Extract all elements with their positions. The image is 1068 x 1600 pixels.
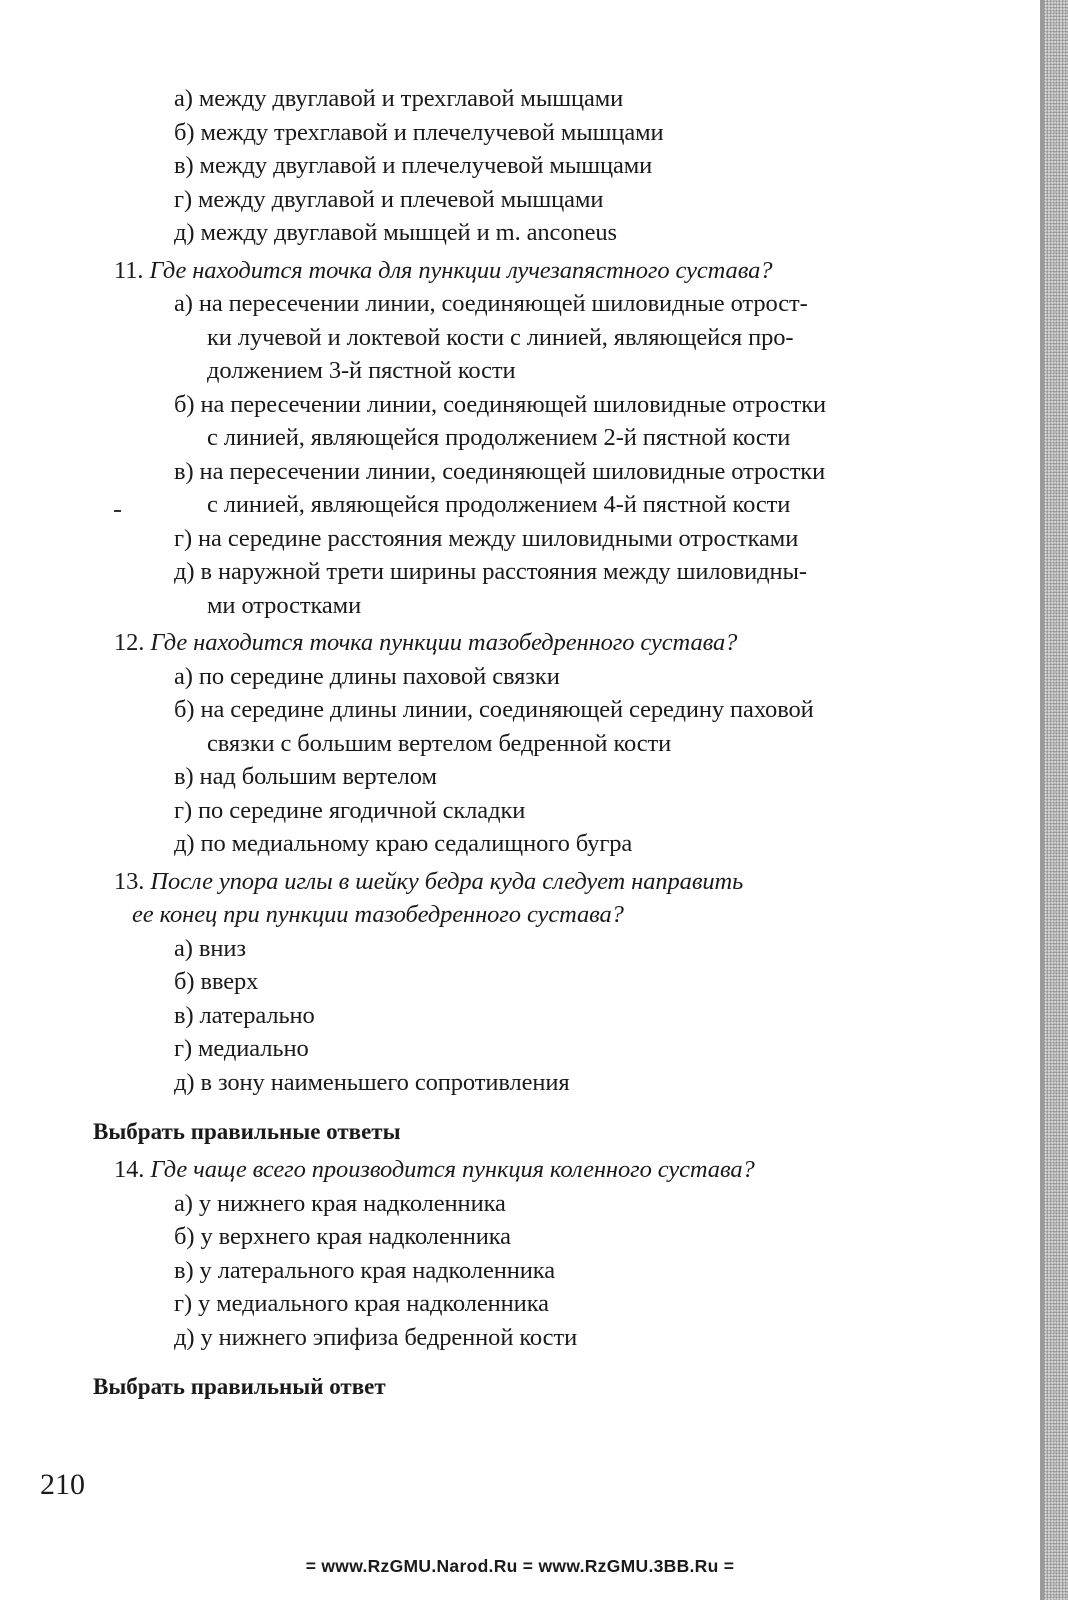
q14-number: 14. <box>114 1156 145 1183</box>
q13-option-c: в) латерально <box>174 1001 315 1029</box>
q12-option-e: д) по медиальному краю седалищного бугра <box>174 830 633 857</box>
q10-options <box>0 82 1040 250</box>
q12-text: Где находится точка пункции тазобедренного сустава? <box>150 629 738 656</box>
q11-option-a-cont2: должением 3-й пястной кости <box>207 357 516 384</box>
q11-option-a: а) на пересечении линии, соединяющей шиловидные отрост- <box>174 290 808 317</box>
q11-option-b-cont: с линией, являющейся продолжением 2-й пястной кости <box>207 424 791 451</box>
q14-option-c: в) у латерального края надколенника <box>174 1256 555 1284</box>
q11-number: 11. <box>114 256 144 284</box>
section-heading-multiple: Выбрать правильные ответы <box>93 1119 401 1144</box>
q11-option-d: г) на середине расстояния между шиловидными отростками <box>174 524 799 552</box>
scan-edge-texture <box>1040 0 1068 1600</box>
q12-option-d: г) по середине ягодичной складки <box>174 796 526 824</box>
q10-option-c: в) между двуглавой и плечелучевой мышцами <box>174 152 653 179</box>
q13-option-d: г) медиально <box>174 1035 309 1062</box>
q13-option-a: а) вниз <box>174 934 246 962</box>
q10-option-e: д) между двуглавой мышцей и m. anconeus <box>174 219 617 246</box>
q10-option-d: г) между двуглавой и плечевой мышцами <box>174 185 604 213</box>
q12-number: 12. <box>114 629 145 656</box>
q11-option-a-cont1: ки лучевой и локтевой кости с линией, являющейся про- <box>207 323 794 351</box>
section-heading-single: Выбрать правильный ответ <box>93 1374 386 1399</box>
q11-option-b: б) на пересечении линии, соединяющей шиловидные отростки <box>174 390 827 418</box>
q11-text: Где находится точка для пункции лучезапястного сустава? <box>149 256 773 284</box>
q11-option-e-cont: ми отростками <box>207 591 362 619</box>
q10-option-b: б) между трехглавой и плечелучевой мышцами <box>174 118 664 146</box>
q12-option-a: а) по середине длины паховой связки <box>174 662 560 690</box>
q14-option-b: б) у верхнего края надколенника <box>174 1223 511 1250</box>
q13-option-e: д) в зону наименьшего сопротивления <box>174 1068 570 1096</box>
q14-option-e: д) у нижнего эпифиза бедренной кости <box>174 1323 578 1351</box>
q10-option-a: а) между двуглавой и трехглавой мышцами <box>174 85 624 112</box>
q13-text-line2: ее конец при пункции тазобедренного сустава? <box>132 901 624 928</box>
footer-watermark: = www.RzGMU.Narod.Ru = www.RzGMU.3BB.Ru = <box>305 1556 735 1576</box>
q13-question <box>0 865 1040 899</box>
q14-option-d: г) у медиального края надколенника <box>174 1290 549 1317</box>
page-content <box>0 82 1040 1404</box>
q13-number: 13. <box>114 867 145 895</box>
q13-option-b: б) вверх <box>174 968 259 995</box>
page-number: 210 <box>40 1468 85 1501</box>
q14-option-a: а) у нижнего края надколенника <box>174 1189 506 1217</box>
q12-option-c: в) над большим вертелом <box>174 763 437 790</box>
q11-option-e: д) в наружной трети ширины расстояния между шиловидны- <box>174 558 807 585</box>
q12-option-b-cont: связки с большим вертелом бедренной кости <box>207 729 672 757</box>
q14-question <box>0 1153 1040 1187</box>
q12-question <box>0 626 1040 660</box>
q12-option-b: б) на середине длины линии, соединяющей середину паховой <box>174 696 814 723</box>
q13-text-line1: После упора иглы в шейку бедра куда следует направить <box>150 867 744 895</box>
q14-text: Где чаще всего производится пункция коленного сустава? <box>150 1156 755 1183</box>
q11-option-c-cont: с линией, являющейся продолжением 4-й пястной кости <box>207 491 791 518</box>
q11-option-c: в) на пересечении линии, соединяющей шиловидные отростки <box>174 457 826 485</box>
q11-question <box>0 254 1040 288</box>
